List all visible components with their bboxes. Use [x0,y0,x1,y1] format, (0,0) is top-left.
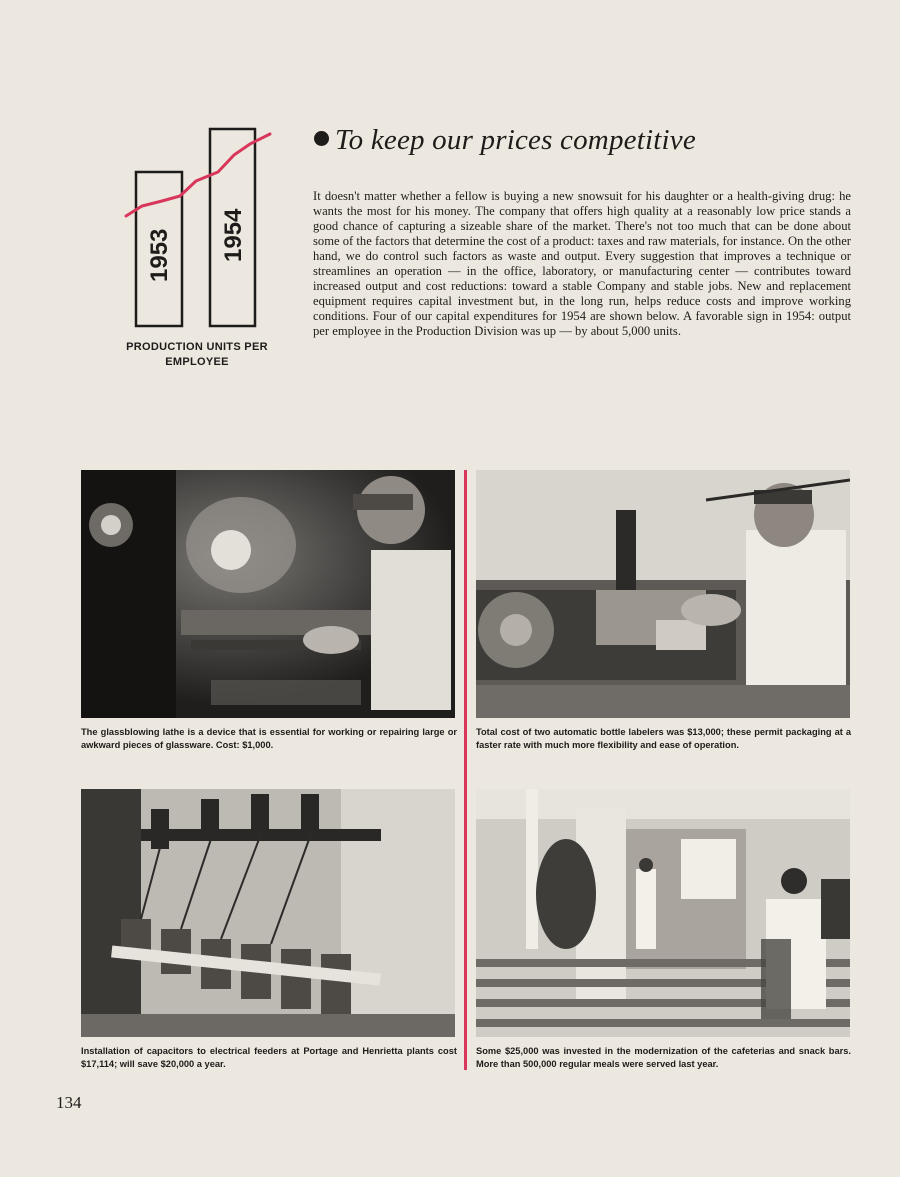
bullet-icon [314,131,329,146]
caption-bottle-labelers: Total cost of two automatic bottle labelers was $13,000; these permit packaging at a faster rate with much more flexibility and ease of operation. [476,727,851,750]
chart-label: PRODUCTION UNITS PER EMPLOYEE [126,341,268,368]
production-chart [122,122,278,332]
caption-capacitors: Installation of capacitors to electrical feeders at Portage and Henrietta plants cost $17,114; will save $20,000 a year. [81,1046,457,1069]
photo-bottle-labelers [476,470,850,718]
heading-text: To keep our prices competitive [335,124,696,156]
caption-glassblowing-lathe: The glassblowing lathe is a device that is essential for working or repairing large or awkward pieces of glassware. Cost: $1,000. [81,727,457,750]
trend-line [126,134,270,216]
bar-label-1954: 1954 [220,208,247,262]
body-paragraph: It doesn't matter whether a fellow is buying a new snowsuit for his daughter or a health-giving drug: he wants the most for his money. The company that offers high quality at a reasonably low price stands a good chance of capturing a sizeable share of the market. There's not too much that can be done about some of the factors that determine the cost of a product: taxes and raw materials, for instance. On the other hand, we do control such factors as waste and output. Every suggestion that improves a technique or streamlines an operation — in the office, laboratory, or manufacturing center — contributes toward increased output and cost reductions: toward a stable Company and stable jobs. New and replacement equipment requires capital investment but, in the long run, helps reduce costs and improve working conditions. Four of our capital expenditures for 1954 are shown below. A favorable sign in 1954: output per employee in the Production Division was up — by about 5,000 units. [313,189,851,338]
photo-cafeteria [476,789,850,1037]
column-divider [464,470,467,1070]
photo-capacitors [81,789,455,1037]
caption-cafeteria: Some $25,000 was invested in the modernization of the cafeterias and snack bars. More than 500,000 regular meals were served last year. [476,1046,851,1069]
photo-glassblowing-lathe [81,470,455,718]
page-number: 134 [56,1093,82,1112]
bar-label-1953: 1953 [146,228,173,282]
section-heading [314,124,874,157]
